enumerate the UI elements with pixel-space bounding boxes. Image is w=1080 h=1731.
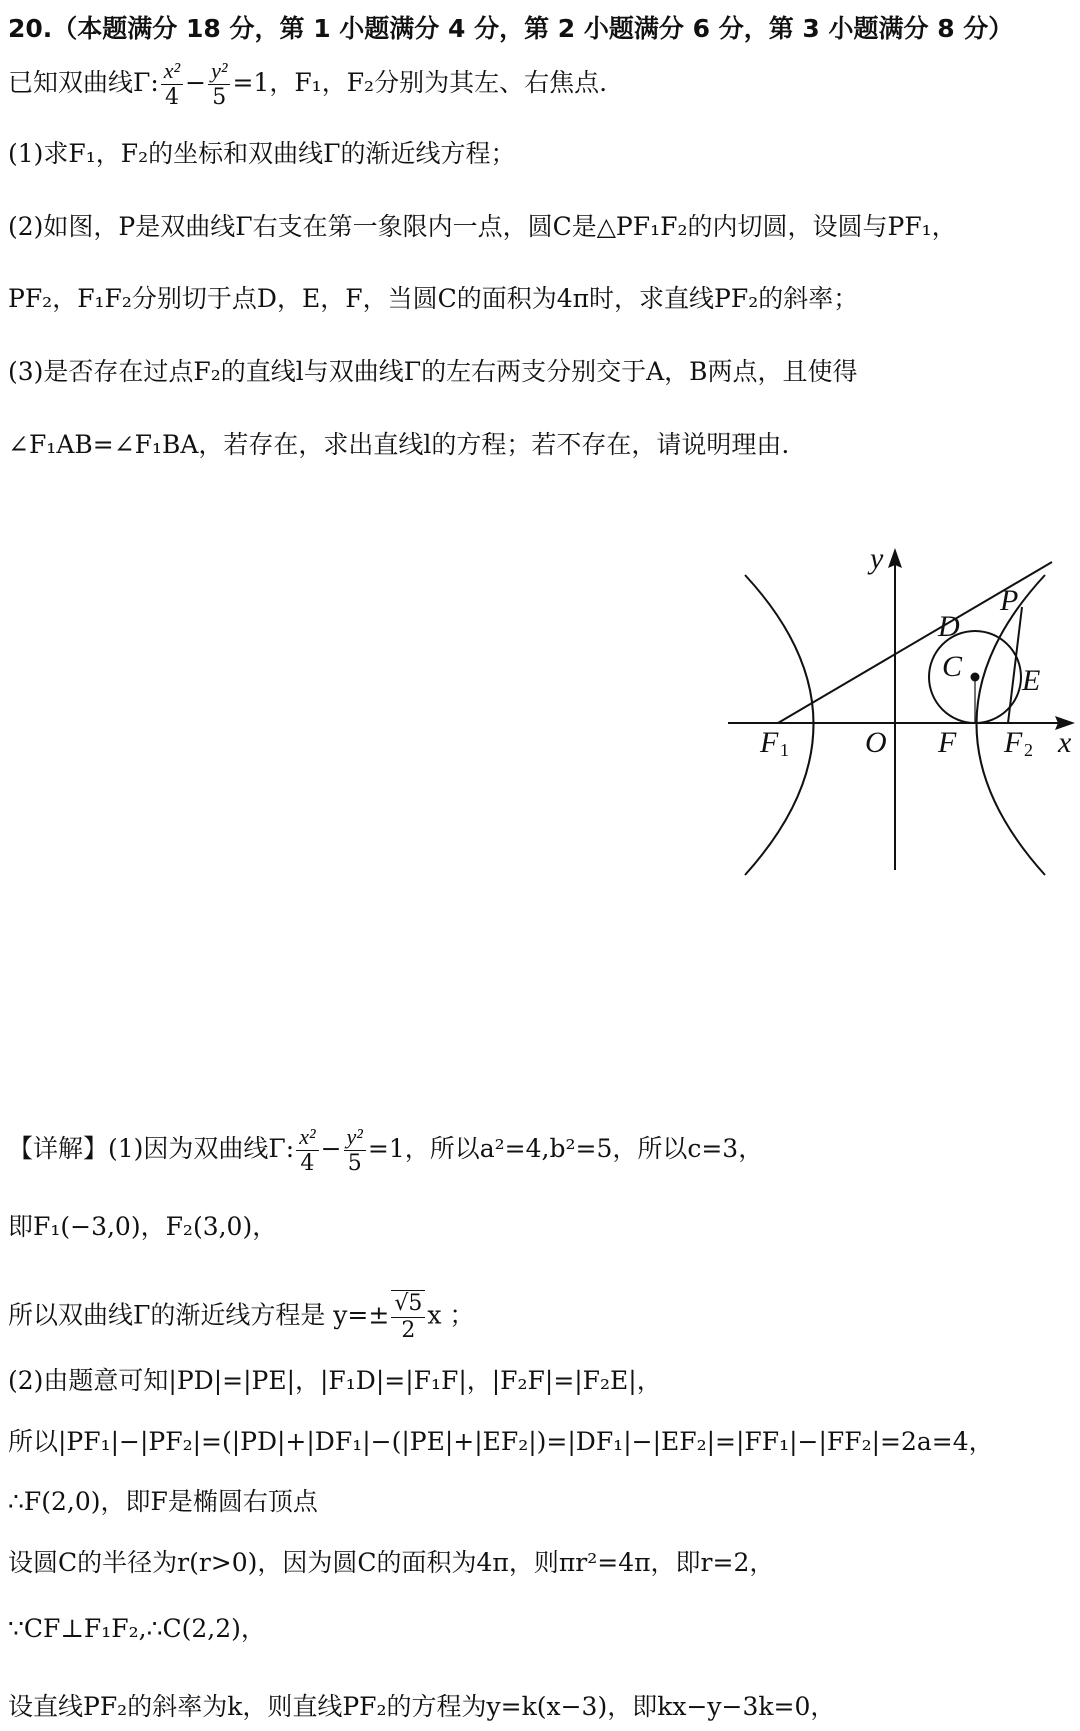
solution-l3-prefix: 所以双曲线Γ的渐近线方程是 y=± [8,1300,390,1330]
label-e: E [1022,664,1041,697]
question-2-line-2: PF₂，F₁F₂分别切于点D，E，F，当圆C的面积为4π时，求直线PF₂的斜率； [8,284,859,313]
y-axis-arrow [888,548,902,568]
fraction-denominator: 4 [300,1151,315,1176]
fraction-denominator: 4 [164,85,179,110]
label-o: O [865,726,887,759]
solution-line-6: ∴F(2,0)，即F是椭圆右顶点 [8,1487,318,1516]
label-p: P [1000,584,1019,617]
label-f1-subscript: 1 [780,740,789,760]
fraction-denominator: 5 [347,1151,362,1176]
label-f1: F [760,726,779,759]
fraction-numerator: √5 [391,1290,425,1318]
solution-line-3 [8,1290,474,1344]
question-2-line-1: (2)如图，P是双曲线Γ右支在第一象限内一点，圆C是△PF₁F₂的内切圆，设圆与PF₁， [8,212,957,241]
solution-line-2: 即F₁(−3,0)，F₂(3,0)， [8,1212,278,1241]
label-x: x [1058,726,1072,759]
hyperbola-left-branch [745,575,814,875]
solution-line-5: 所以|PF₁|−|PF₂|=(|PD|+|DF₁|−(|PE|+|EF₂|)=|DF₁|−|EF₂|=|FF₁|−|FF₂|=2a=4， [8,1427,994,1456]
fraction-y2-over-5 [208,58,230,111]
question-3-line-2: ∠F₁AB=∠F₁BA，若存在，求出直线l的方程；若不存在，请说明理由. [8,430,790,459]
question-3-line-1: (3)是否存在过点F₂的直线l与双曲线Γ的左右两支分别交于A，B两点，且使得 [8,357,858,386]
solution-line-4: (2)由题意可知|PD|=|PE|，|F₁D|=|F₁F|，|F₂F|=|F₂E|， [8,1366,662,1395]
fraction-numerator: y² [344,1124,366,1151]
fraction-x2-over-4 [296,1124,318,1177]
solution-line-8: ∵CF⊥F₁F₂,∴C(2,2)， [8,1614,266,1643]
label-f: F [938,726,957,759]
hyperbola-right-branch [977,575,1046,875]
given-suffix: =1，F₁，F₂分别为其左、右焦点. [232,68,608,97]
label-f2-subscript: 2 [1024,740,1033,760]
solution-l1-suffix: =1，所以a²=4,b²=5，所以c=3， [367,1134,764,1163]
problem-header: 20.（本题满分 18 分，第 1 小题满分 4 分，第 2 小题满分 6 分，第 3 小题满分 8 分） [8,14,1014,43]
fraction-y2-over-5 [344,1124,366,1177]
hyperbola-figure [720,538,1080,878]
fraction-numerator: x² [296,1124,318,1151]
fraction-sqrt5-over-2 [391,1290,425,1344]
question-1: (1)求F₁，F₂的坐标和双曲线Γ的渐近线方程； [8,139,516,168]
label-f2: F [1004,726,1023,759]
given-prefix: 已知双曲线Γ: [8,68,159,97]
solution-l1-prefix: 【详解】(1)因为双曲线Γ: [8,1134,295,1163]
label-y: y [870,542,884,575]
solution-line-1: 【详解】(1)因为双曲线Γ: $\frac{\text{x²}}{4}$ − $\frac{\text{y²}}{5}$ =1，所以a²=4,b²=5，所以c=3， [8,1124,764,1176]
given-line: 已知双曲线Γ: $\frac{\text{x²}}{4}$ − $\frac{\text{y²}}{5}$ =1，F₁，F₂分别为其左、右焦点. [8,58,608,110]
label-d: D [938,610,960,643]
solution-line-9: 设直线PF₂的斜率为k，则直线PF₂的方程为y=k(x−3)，即kx−y−3k=0， [8,1692,836,1721]
fraction-denominator: 2 [401,1318,416,1343]
fraction-numerator: y² [208,58,230,85]
label-c: C [942,650,963,683]
fraction-numerator: x² [161,58,183,85]
solution-line-7: 设圆C的半径为r(r>0)，因为圆C的面积为4π，则πr²=4π，即r=2， [8,1548,775,1577]
fraction-x2-over-4 [161,58,183,111]
solution-l3-suffix: x ； [427,1300,475,1330]
fraction-denominator: 5 [212,85,227,110]
